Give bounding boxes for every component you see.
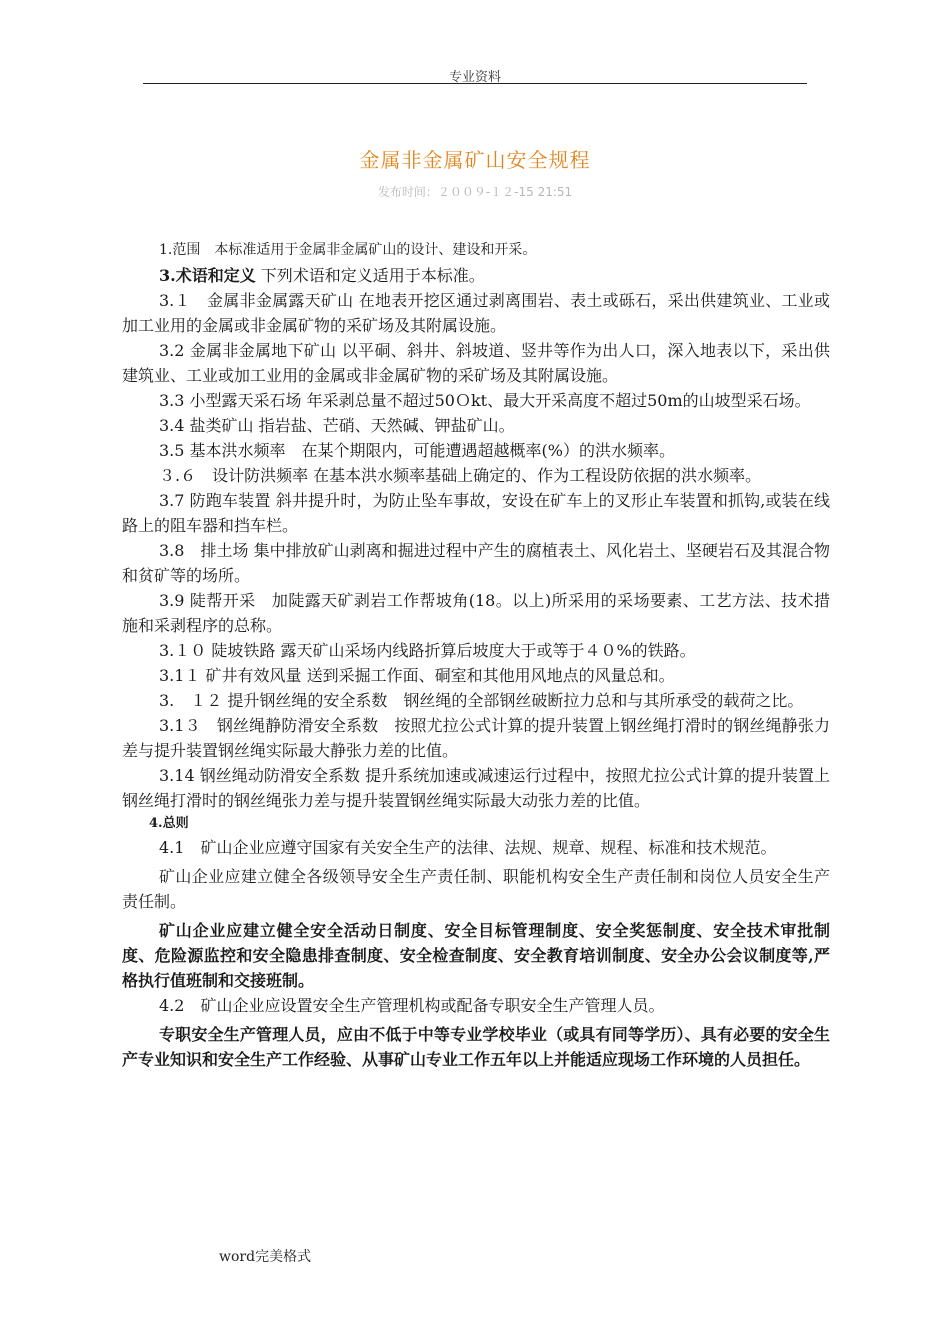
clause-4-1-responsibility: 矿山企业应建立健全各级领导安全生产责任制、职能机构安全生产责任制和岗位人员安全生产责任制。	[122, 867, 830, 911]
definition-3-5: 3.5 基本洪水频率 在某个期限内，可能遭遇超越概率(%）的洪水频率。	[159, 441, 675, 460]
definition-3-6: ３.６ 设计防洪频率 在基本洪水频率基础上确定的、作为工程设防依据的洪水频率。	[159, 466, 762, 485]
clause-4-2-personnel: 专职安全生产管理人员，应由不低于中等专业学校毕业（或具有同等学历）、具有必要的安全生产专业知识和安全生产工作经验、从事矿山专业工作五年以上并能适应现场工作环境的人员担任。	[122, 1025, 830, 1069]
scope-paragraph: 1.范围 本标准适用于金属非金属矿山的设计、建设和开采。	[159, 242, 537, 258]
header-rule	[143, 83, 807, 84]
definition-3-2: 3.2 金属非金属地下矿山 以平硐、斜井、斜坡道、竖井等作为出人口，深入地表以下，采出供建筑业、工业或加工业用的金属或非金属矿物的采矿场及其附属设施。	[122, 341, 830, 385]
document-title: 金属非金属矿山安全规程	[359, 148, 591, 172]
clause-4-2: 4.2 矿山企业应设置安全生产管理机构或配备专职安全生产管理人员。	[159, 996, 665, 1015]
document-body	[122, 238, 830, 1072]
page-header-label: 专业资料	[448, 70, 501, 85]
page-footer-label: word完美格式	[219, 1249, 312, 1265]
definition-3-11: 3.1１ 矿井有效风量 送到采掘工作面、硐室和其他用风地点的风量总和。	[159, 666, 675, 685]
section-4-heading: 4.总则	[149, 816, 189, 831]
definition-3-10: 3.１０ 陡坡铁路 露天矿山采场内线路折算后坡度大于或等于４０%的铁路。	[159, 641, 696, 660]
clause-4-1: 4.1 矿山企业应遵守国家有关安全生产的法律、法规、规章、规程、标准和技术规范。	[159, 838, 777, 857]
terms-intro: 下列术语和定义适用于本标准。	[255, 266, 485, 285]
terms-heading-paragraph	[122, 263, 830, 288]
definition-3-8: 3.8 排土场 集中排放矿山剥离和掘进过程中产生的腐植表土、风化岩土、坚硬岩石及其混合物和贫矿等的场所。	[122, 541, 830, 585]
definition-3-12: 3. １２ 提升钢丝绳的安全系数 钢丝绳的全部钢丝破断拉力总和与其所承受的载荷之比。	[159, 691, 804, 710]
definition-3-7: 3.7 防跑车装置 斜井提升时，为防止坠车事故，安设在矿车上的叉形止车装置和抓钩,或装在线路上的阻车器和挡车栏。	[122, 491, 830, 535]
definition-3-9: 3.9 陡帮开采 加陡露天矿剥岩工作帮坡角(18。以上)所采用的采场要素、工艺方法、技术措施和采剥程序的总称。	[122, 591, 830, 635]
publish-time: 发布时间：２００９-１２-15 21:51	[377, 185, 573, 199]
definition-3-4: 3.4 盐类矿山 指岩盐、芒硝、天然碱、钾盐矿山。	[159, 416, 515, 435]
clause-4-1-systems: 矿山企业应建立健全安全活动日制度、安全目标管理制度、安全奖惩制度、安全技术审批制度、危险源监控和安全隐患排查制度、安全检查制度、安全教育培训制度、安全办公会议制度等,严格执行值班制和交接班制。	[122, 921, 830, 990]
terms-heading: 3.术语和定义	[159, 266, 256, 285]
definition-3-13: 3.1３ 钢丝绳静防滑安全系数 按照尤拉公式计算的提升装置上钢丝绳打滑时的钢丝绳静张力差与提升装置钢丝绳实际最大静张力差的比值。	[122, 716, 830, 760]
definition-3-3: 3.3 小型露天采石场 年采剥总量不超过50Ｏkt、最大开采高度不超过50m的山坡型采石场。	[159, 391, 811, 410]
definition-3-1: 3.１ 金属非金属露天矿山 在地表开挖区通过剥离围岩、表土或砾石，采出供建筑业、工业或加工业用的金属或非金属矿物的采矿场及其附属设施。	[122, 291, 830, 335]
definition-3-14: 3.14 钢丝绳动防滑安全系数 提升系统加速或减速运行过程中，按照尤拉公式计算的提升装置上钢丝绳打滑时的钢丝绳张力差与提升装置钢丝绳实际最大动张力差的比值。	[122, 766, 830, 810]
